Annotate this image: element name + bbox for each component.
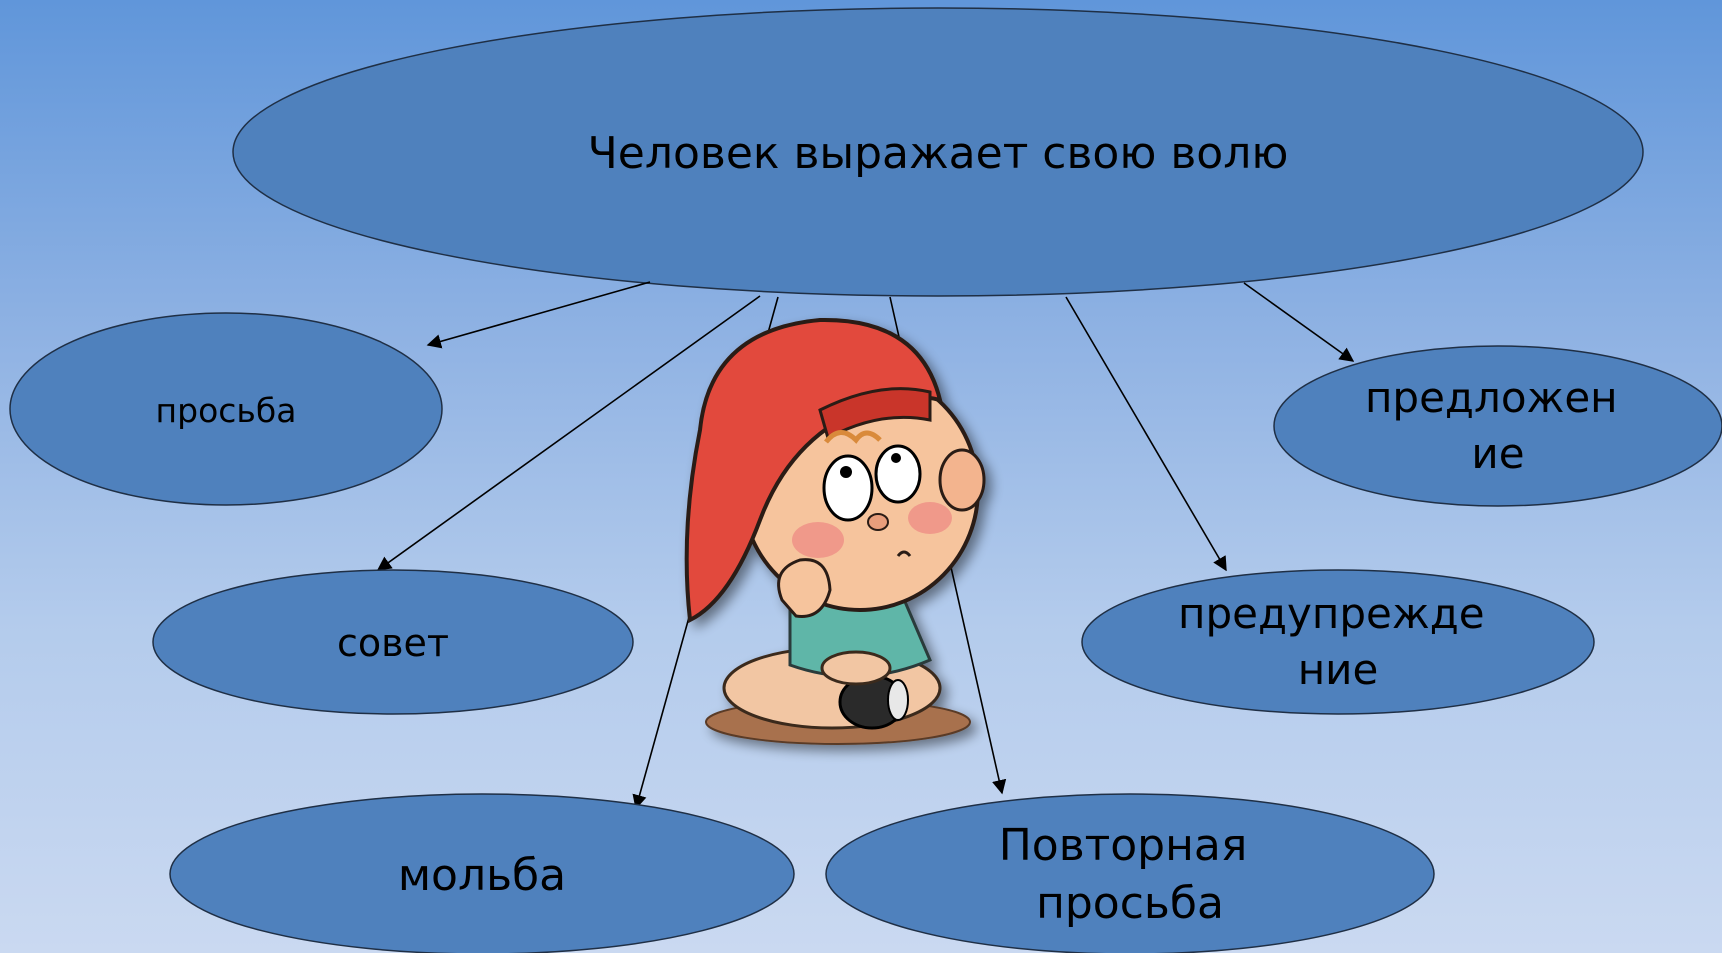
node-molba-label: мольба	[397, 850, 567, 901]
pupil-right	[891, 453, 901, 463]
nose	[868, 514, 888, 530]
node-povtornaya-line-1: Повторная	[998, 820, 1248, 871]
cheek-right	[908, 502, 952, 534]
node-molba	[170, 794, 794, 953]
node-povtornaya-shape	[826, 794, 1434, 953]
connector-preduprezhdenie	[1066, 297, 1226, 570]
node-prosba	[10, 313, 442, 505]
hand-on-chin	[779, 560, 830, 617]
shoe-sole	[888, 680, 908, 720]
node-sovet	[153, 570, 633, 714]
thinking-boy-illustration	[687, 320, 984, 744]
connector-predlozhenie	[1244, 283, 1353, 361]
root-node-label: Человек выражает свою волю	[587, 128, 1289, 179]
node-predlozhenie-line-2: ие	[1471, 429, 1525, 478]
node-prosba-label: просьба	[155, 391, 297, 430]
cheek-left	[792, 522, 844, 558]
node-preduprezhdenie-line-2: ние	[1297, 645, 1379, 694]
node-predlozhenie-line-1: предложен	[1364, 373, 1618, 422]
node-povtornaya	[826, 794, 1434, 953]
root-node	[233, 8, 1643, 296]
ear	[940, 450, 984, 510]
node-predlozhenie	[1274, 346, 1722, 506]
node-sovet-label: совет	[336, 621, 450, 665]
connector-prosba	[428, 282, 650, 345]
eye-left	[824, 456, 872, 520]
node-povtornaya-line-2: просьба	[1036, 878, 1224, 929]
node-predlozhenie-shape	[1274, 346, 1722, 506]
pupil-left	[840, 466, 852, 478]
hands	[822, 652, 890, 684]
node-preduprezhdenie-line-1: предупрежде	[1178, 589, 1485, 638]
node-preduprezhdenie	[1082, 570, 1594, 714]
